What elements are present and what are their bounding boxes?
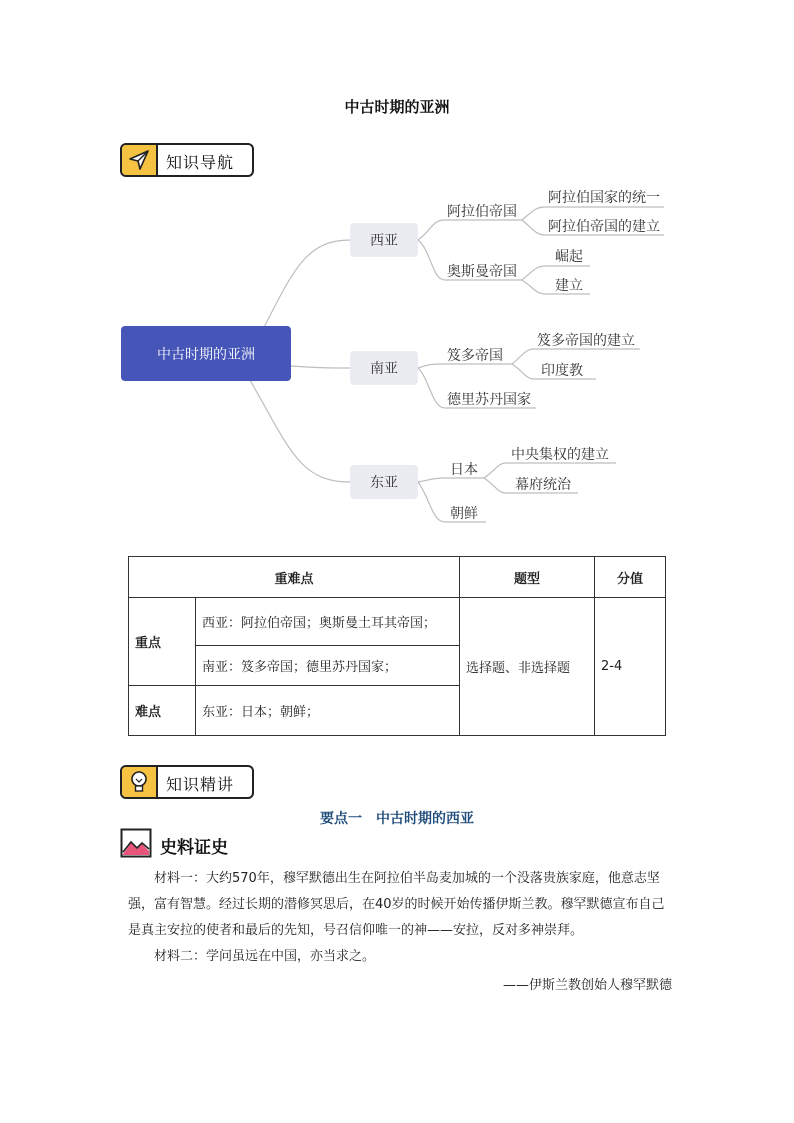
header-key-difficult: 重难点 — [129, 557, 460, 598]
material-one: 材料一：大约570年，穆罕默德出生在阿拉伯半岛麦加城的一个没落贵族家庭，他意志坚强，富有智慧。经过长期的潜修冥思后，在40岁的时候开始传播伊斯兰教。穆罕默德宣布自己是真主安拉的使者和最后的先知，号召信仰唯一的神——安拉，反对多神崇拜。 — [128, 871, 665, 938]
image-icon — [120, 828, 152, 858]
cell-score: 2-4 — [595, 598, 666, 736]
historical-materials-heading: 史料证史 — [160, 838, 228, 858]
mindmap-node-delhi-sultanate: 德里苏丹国家 — [447, 392, 531, 408]
lightbulb-icon — [122, 767, 158, 797]
mindmap-leaf: 幕府统治 — [515, 477, 571, 493]
section-label-lecture: 知识精讲 — [166, 775, 235, 794]
mindmap-leaf: 建立 — [555, 278, 583, 294]
table-row: 东亚：日本；朝鲜； — [196, 686, 460, 736]
mindmap-node-arab-empire: 阿拉伯帝国 — [447, 204, 517, 220]
mindmap-node-japan: 日本 — [450, 462, 478, 478]
mindmap-leaf: 崛起 — [555, 249, 583, 265]
key-points-table — [128, 556, 666, 736]
label-difficult: 难点 — [129, 686, 196, 736]
mindmap-node-gupta-empire: 笈多帝国 — [447, 348, 503, 364]
page-title: 中古时期的亚洲 — [344, 98, 450, 116]
header-score: 分值 — [595, 557, 666, 598]
section-label-nav: 知识导航 — [166, 153, 235, 172]
material-two: 材料二：学问虽远在中国，亦当求之。 — [154, 949, 376, 964]
table-row: 西亚：阿拉伯帝国；奥斯曼土耳其帝国； — [196, 598, 460, 646]
mindmap-leaf: 阿拉伯帝国的建立 — [548, 219, 660, 235]
mindmap-root: 中古时期的亚洲 — [121, 326, 291, 381]
mindmap-node-south-asia: 南亚 — [350, 351, 418, 385]
section-badge-lecture — [120, 765, 254, 799]
label-key: 重点 — [129, 598, 196, 686]
cell-question-type: 选择题、非选择题 — [460, 598, 595, 736]
mindmap-leaf: 中央集权的建立 — [511, 447, 609, 463]
mindmap-node-west-asia: 西亚 — [350, 223, 418, 257]
mindmap-node-ottoman-empire: 奥斯曼帝国 — [447, 264, 517, 280]
mindmap-node-korea: 朝鲜 — [450, 506, 478, 522]
table-row: 南亚：笈多帝国；德里苏丹国家； — [196, 646, 460, 686]
header-question-type: 题型 — [460, 557, 595, 598]
point-heading: 要点一 中古时期的西亚 — [320, 811, 474, 827]
mindmap-leaf: 笈多帝国的建立 — [537, 333, 635, 349]
attribution: ——伊斯兰教创始人穆罕默德 — [502, 978, 672, 993]
mindmap-leaf: 阿拉伯国家的统一 — [548, 190, 660, 206]
mindmap-node-east-asia: 东亚 — [350, 465, 418, 499]
mindmap-leaf: 印度教 — [541, 363, 583, 379]
